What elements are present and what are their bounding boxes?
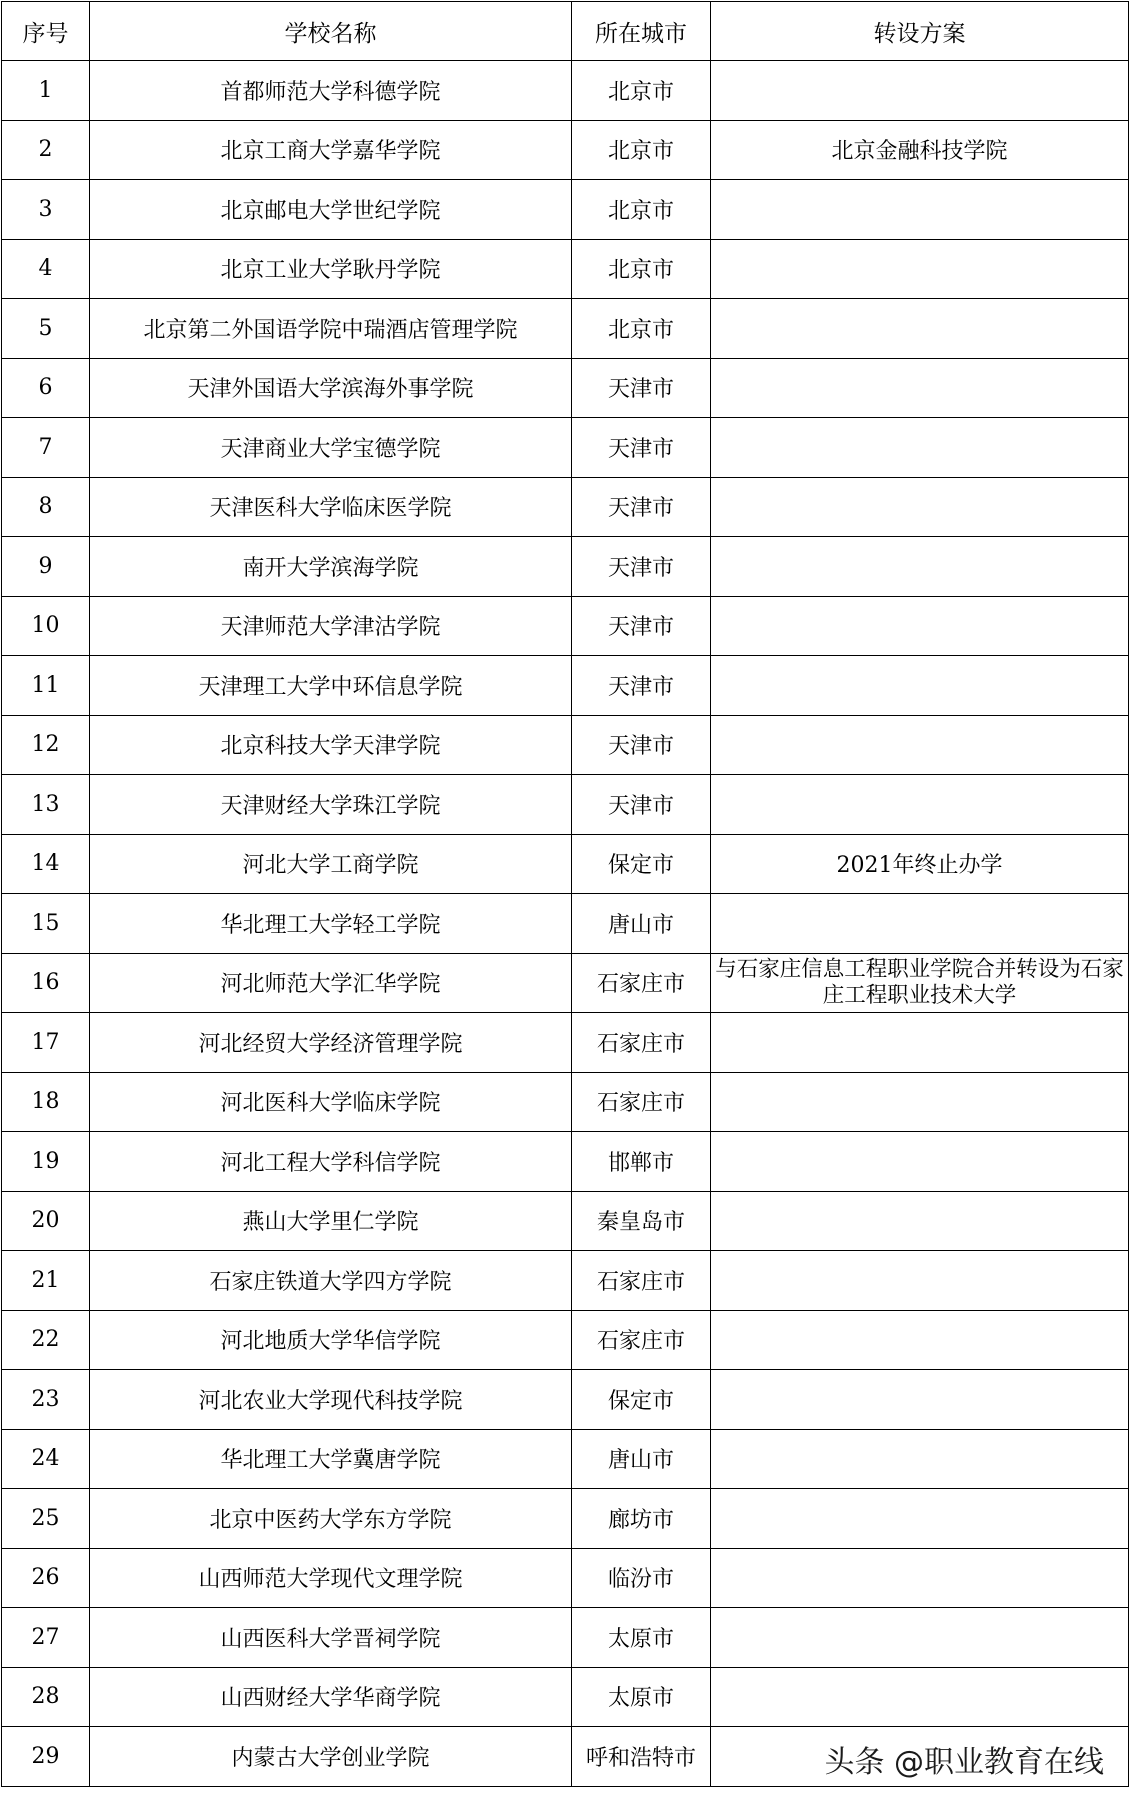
city-cell: 石家庄市 [572,953,711,1013]
row-no-cell: 6 [2,358,90,418]
plan-cell [711,61,1129,121]
table-row [2,358,1129,418]
table-row [2,1548,1129,1608]
table-row [2,1251,1129,1311]
plan-cell [711,596,1129,656]
table-row [2,953,1129,1013]
city-cell: 邯郸市 [572,1132,711,1192]
table-row [2,537,1129,597]
row-no-cell: 18 [2,1072,90,1132]
plan-cell [711,1667,1129,1727]
city-cell: 石家庄市 [572,1251,711,1311]
school-name-cell: 北京中医药大学东方学院 [90,1489,572,1549]
school-name-cell: 河北经贸大学经济管理学院 [90,1013,572,1073]
city-cell: 太原市 [572,1667,711,1727]
city-cell: 天津市 [572,358,711,418]
table-row [2,1429,1129,1489]
table-row [2,1370,1129,1430]
header-no: 序号 [2,2,90,61]
city-cell: 天津市 [572,477,711,537]
row-no-cell: 13 [2,775,90,835]
city-cell: 天津市 [572,775,711,835]
school-name-cell: 内蒙古大学创业学院 [90,1727,572,1787]
plan-cell [711,656,1129,716]
school-name-cell: 北京科技大学天津学院 [90,715,572,775]
row-no-cell: 1 [2,61,90,121]
city-cell: 石家庄市 [572,1310,711,1370]
row-no-cell: 27 [2,1608,90,1668]
plan-cell [711,180,1129,240]
table-row [2,1132,1129,1192]
table-row [2,120,1129,180]
row-no-cell: 7 [2,418,90,478]
city-cell: 呼和浩特市 [572,1727,711,1787]
city-cell: 天津市 [572,656,711,716]
plan-cell [711,775,1129,835]
school-name-cell: 河北农业大学现代科技学院 [90,1370,572,1430]
watermark: 头条 @职业教育在线 [824,1745,1104,1780]
row-no-cell: 16 [2,953,90,1013]
plan-cell [711,299,1129,359]
city-cell: 保定市 [572,1370,711,1430]
city-cell: 保定市 [572,834,711,894]
school-name-cell: 华北理工大学轻工学院 [90,894,572,954]
row-no-cell: 24 [2,1429,90,1489]
city-cell: 北京市 [572,239,711,299]
city-cell: 石家庄市 [572,1072,711,1132]
school-name-cell: 燕山大学里仁学院 [90,1191,572,1251]
school-name-cell: 南开大学滨海学院 [90,537,572,597]
plan-cell [711,1013,1129,1073]
row-no-cell: 28 [2,1667,90,1727]
row-no-cell: 11 [2,656,90,716]
row-no-cell: 17 [2,1013,90,1073]
school-name-cell: 北京工商大学嘉华学院 [90,120,572,180]
table-row [2,1013,1129,1073]
schools-table [1,1,1129,1787]
school-name-cell: 华北理工大学冀唐学院 [90,1429,572,1489]
plan-cell [711,715,1129,775]
school-name-cell: 天津医科大学临床医学院 [90,477,572,537]
school-name-cell: 石家庄铁道大学四方学院 [90,1251,572,1311]
plan-cell [711,1310,1129,1370]
city-cell: 石家庄市 [572,1013,711,1073]
row-no-cell: 26 [2,1548,90,1608]
city-cell: 唐山市 [572,894,711,954]
plan-cell [711,1608,1129,1668]
city-cell: 天津市 [572,715,711,775]
table-row [2,477,1129,537]
plan-cell: 2021年终止办学 [711,834,1129,894]
plan-cell [711,477,1129,537]
school-name-cell: 山西财经大学华商学院 [90,1667,572,1727]
school-name-cell: 天津财经大学珠江学院 [90,775,572,835]
row-no-cell: 4 [2,239,90,299]
school-name-cell: 河北地质大学华信学院 [90,1310,572,1370]
header-row [2,2,1129,61]
table-row [2,418,1129,478]
school-name-cell: 北京第二外国语学院中瑞酒店管理学院 [90,299,572,359]
city-cell: 唐山市 [572,1429,711,1489]
school-name-cell: 河北大学工商学院 [90,834,572,894]
plan-cell [711,1191,1129,1251]
table-body [2,61,1129,1787]
school-name-cell: 河北工程大学科信学院 [90,1132,572,1192]
table-row [2,1191,1129,1251]
school-name-cell: 首都师范大学科德学院 [90,61,572,121]
header-name: 学校名称 [90,2,572,61]
row-no-cell: 14 [2,834,90,894]
city-cell: 天津市 [572,537,711,597]
row-no-cell: 8 [2,477,90,537]
table-row [2,61,1129,121]
plan-cell [711,1072,1129,1132]
plan-cell [711,1489,1129,1549]
school-name-cell: 天津理工大学中环信息学院 [90,656,572,716]
table-row [2,775,1129,835]
plan-cell [711,418,1129,478]
school-name-cell: 北京工业大学耿丹学院 [90,239,572,299]
table-row [2,715,1129,775]
plan-cell [711,239,1129,299]
school-name-cell: 河北师范大学汇华学院 [90,953,572,1013]
plan-cell: 与石家庄信息工程职业学院合并转设为石家庄工程职业技术大学 [711,953,1129,1013]
table-row [2,1072,1129,1132]
table-row [2,656,1129,716]
row-no-cell: 9 [2,537,90,597]
plan-cell [711,1251,1129,1311]
school-name-cell: 山西医科大学晋祠学院 [90,1608,572,1668]
table-row [2,239,1129,299]
table-row [2,894,1129,954]
row-no-cell: 12 [2,715,90,775]
plan-cell [711,1132,1129,1192]
row-no-cell: 19 [2,1132,90,1192]
table-row [2,299,1129,359]
city-cell: 北京市 [572,180,711,240]
city-cell: 秦皇岛市 [572,1191,711,1251]
plan-cell [711,1429,1129,1489]
plan-cell [711,358,1129,418]
plan-cell [711,1370,1129,1430]
table-row [2,834,1129,894]
row-no-cell: 15 [2,894,90,954]
city-cell: 太原市 [572,1608,711,1668]
header-city: 所在城市 [572,2,711,61]
school-name-cell: 河北医科大学临床学院 [90,1072,572,1132]
school-name-cell: 山西师范大学现代文理学院 [90,1548,572,1608]
table-row [2,596,1129,656]
row-no-cell: 3 [2,180,90,240]
school-name-cell: 北京邮电大学世纪学院 [90,180,572,240]
row-no-cell: 20 [2,1191,90,1251]
school-name-cell: 天津外国语大学滨海外事学院 [90,358,572,418]
row-no-cell: 5 [2,299,90,359]
table-row [2,1489,1129,1549]
row-no-cell: 21 [2,1251,90,1311]
city-cell: 天津市 [572,596,711,656]
row-no-cell: 22 [2,1310,90,1370]
row-no-cell: 25 [2,1489,90,1549]
school-name-cell: 天津商业大学宝德学院 [90,418,572,478]
row-no-cell: 10 [2,596,90,656]
city-cell: 廊坊市 [572,1489,711,1549]
city-cell: 北京市 [572,61,711,121]
row-no-cell: 2 [2,120,90,180]
table-row [2,180,1129,240]
school-name-cell: 天津师范大学津沽学院 [90,596,572,656]
city-cell: 临汾市 [572,1548,711,1608]
city-cell: 北京市 [572,299,711,359]
header-plan: 转设方案 [711,2,1129,61]
plan-cell [711,894,1129,954]
table-row [2,1310,1129,1370]
row-no-cell: 23 [2,1370,90,1430]
plan-cell [711,537,1129,597]
city-cell: 北京市 [572,120,711,180]
table-row [2,1667,1129,1727]
table-row [2,1608,1129,1668]
plan-cell [711,1548,1129,1608]
city-cell: 天津市 [572,418,711,478]
plan-cell: 北京金融科技学院 [711,120,1129,180]
row-no-cell: 29 [2,1727,90,1787]
